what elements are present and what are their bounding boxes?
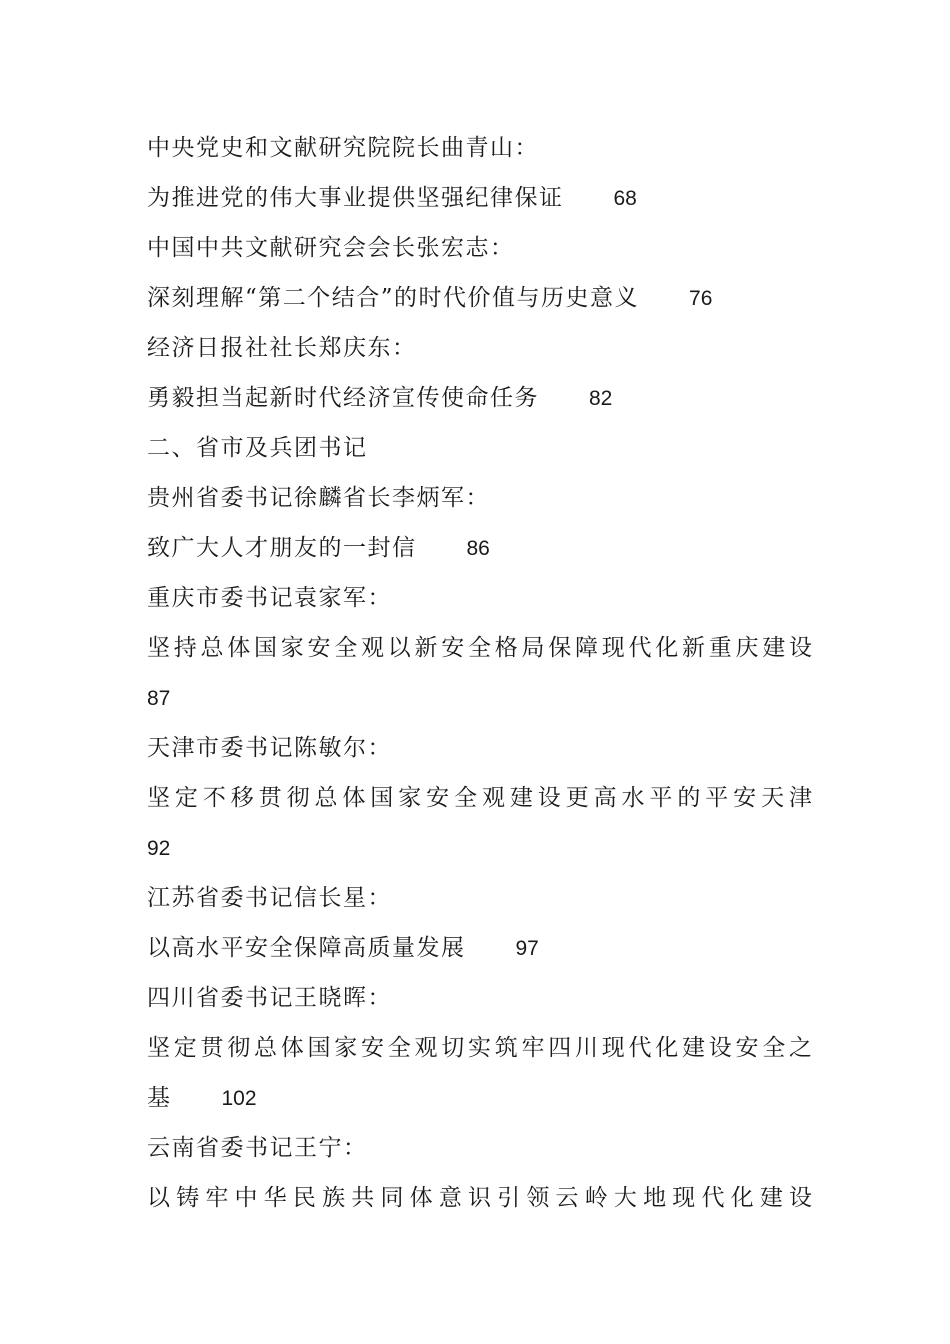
- toc-entry: [147, 273, 812, 323]
- toc-entry: [147, 923, 812, 973]
- toc-title: 坚定不移贯彻总体国家安全观建设更高水平的平安天津: [147, 785, 812, 811]
- toc-entry: [147, 523, 812, 573]
- toc-page-number: 102: [221, 1087, 257, 1110]
- toc-entry: [147, 673, 812, 723]
- toc-page-number: 92: [147, 837, 171, 860]
- toc-page-number: 68: [613, 187, 637, 210]
- toc-author: 云南省委书记王宁：: [147, 1135, 368, 1161]
- toc-entry: [147, 173, 812, 223]
- toc-title: 以高水平安全保障高质量发展: [147, 935, 466, 961]
- toc-author: 贵州省委书记徐麟省长李炳军：: [147, 485, 490, 511]
- toc-page-number: 97: [515, 937, 539, 960]
- toc-title: 为推进党的伟大事业提供坚强纪律保证: [147, 185, 564, 211]
- toc-section-heading: 二、省市及兵团书记: [147, 435, 368, 461]
- toc-author: 中央党史和文献研究院院长曲青山：: [147, 135, 539, 161]
- toc-author: 经济日报社社长郑庆东：: [147, 335, 417, 361]
- toc-page-number: 87: [147, 687, 171, 710]
- toc-page-number: 86: [466, 537, 490, 560]
- toc-author: 天津市委书记陈敏尔：: [147, 735, 392, 761]
- table-of-contents: [147, 123, 812, 1223]
- toc-author: 重庆市委书记袁家军：: [147, 585, 392, 611]
- toc-entry: [147, 373, 812, 423]
- toc-author: 四川省委书记王晓晖：: [147, 985, 392, 1011]
- toc-title: 致广大人才朋友的一封信: [147, 535, 417, 561]
- toc-page-number: 82: [589, 387, 613, 410]
- toc-author: 江苏省委书记信长星：: [147, 885, 392, 911]
- toc-title: 以铸牢中华民族共同体意识引领云岭大地现代化建设: [147, 1185, 812, 1211]
- toc-title: 勇毅担当起新时代经济宣传使命任务: [147, 385, 539, 411]
- toc-entry: [147, 823, 812, 873]
- toc-title-continuation: 基: [147, 1085, 172, 1111]
- toc-page-number: 76: [689, 287, 713, 310]
- toc-author: 中国中共文献研究会会长张宏志：: [147, 235, 515, 261]
- toc-title: 坚持总体国家安全观以新安全格局保障现代化新重庆建设: [147, 635, 812, 661]
- toc-title: 坚定贯彻总体国家安全观切实筑牢四川现代化建设安全之: [147, 1035, 812, 1061]
- toc-title: 深刻理解“第二个结合”的时代价值与历史意义: [147, 285, 640, 311]
- toc-entry: [147, 1073, 812, 1123]
